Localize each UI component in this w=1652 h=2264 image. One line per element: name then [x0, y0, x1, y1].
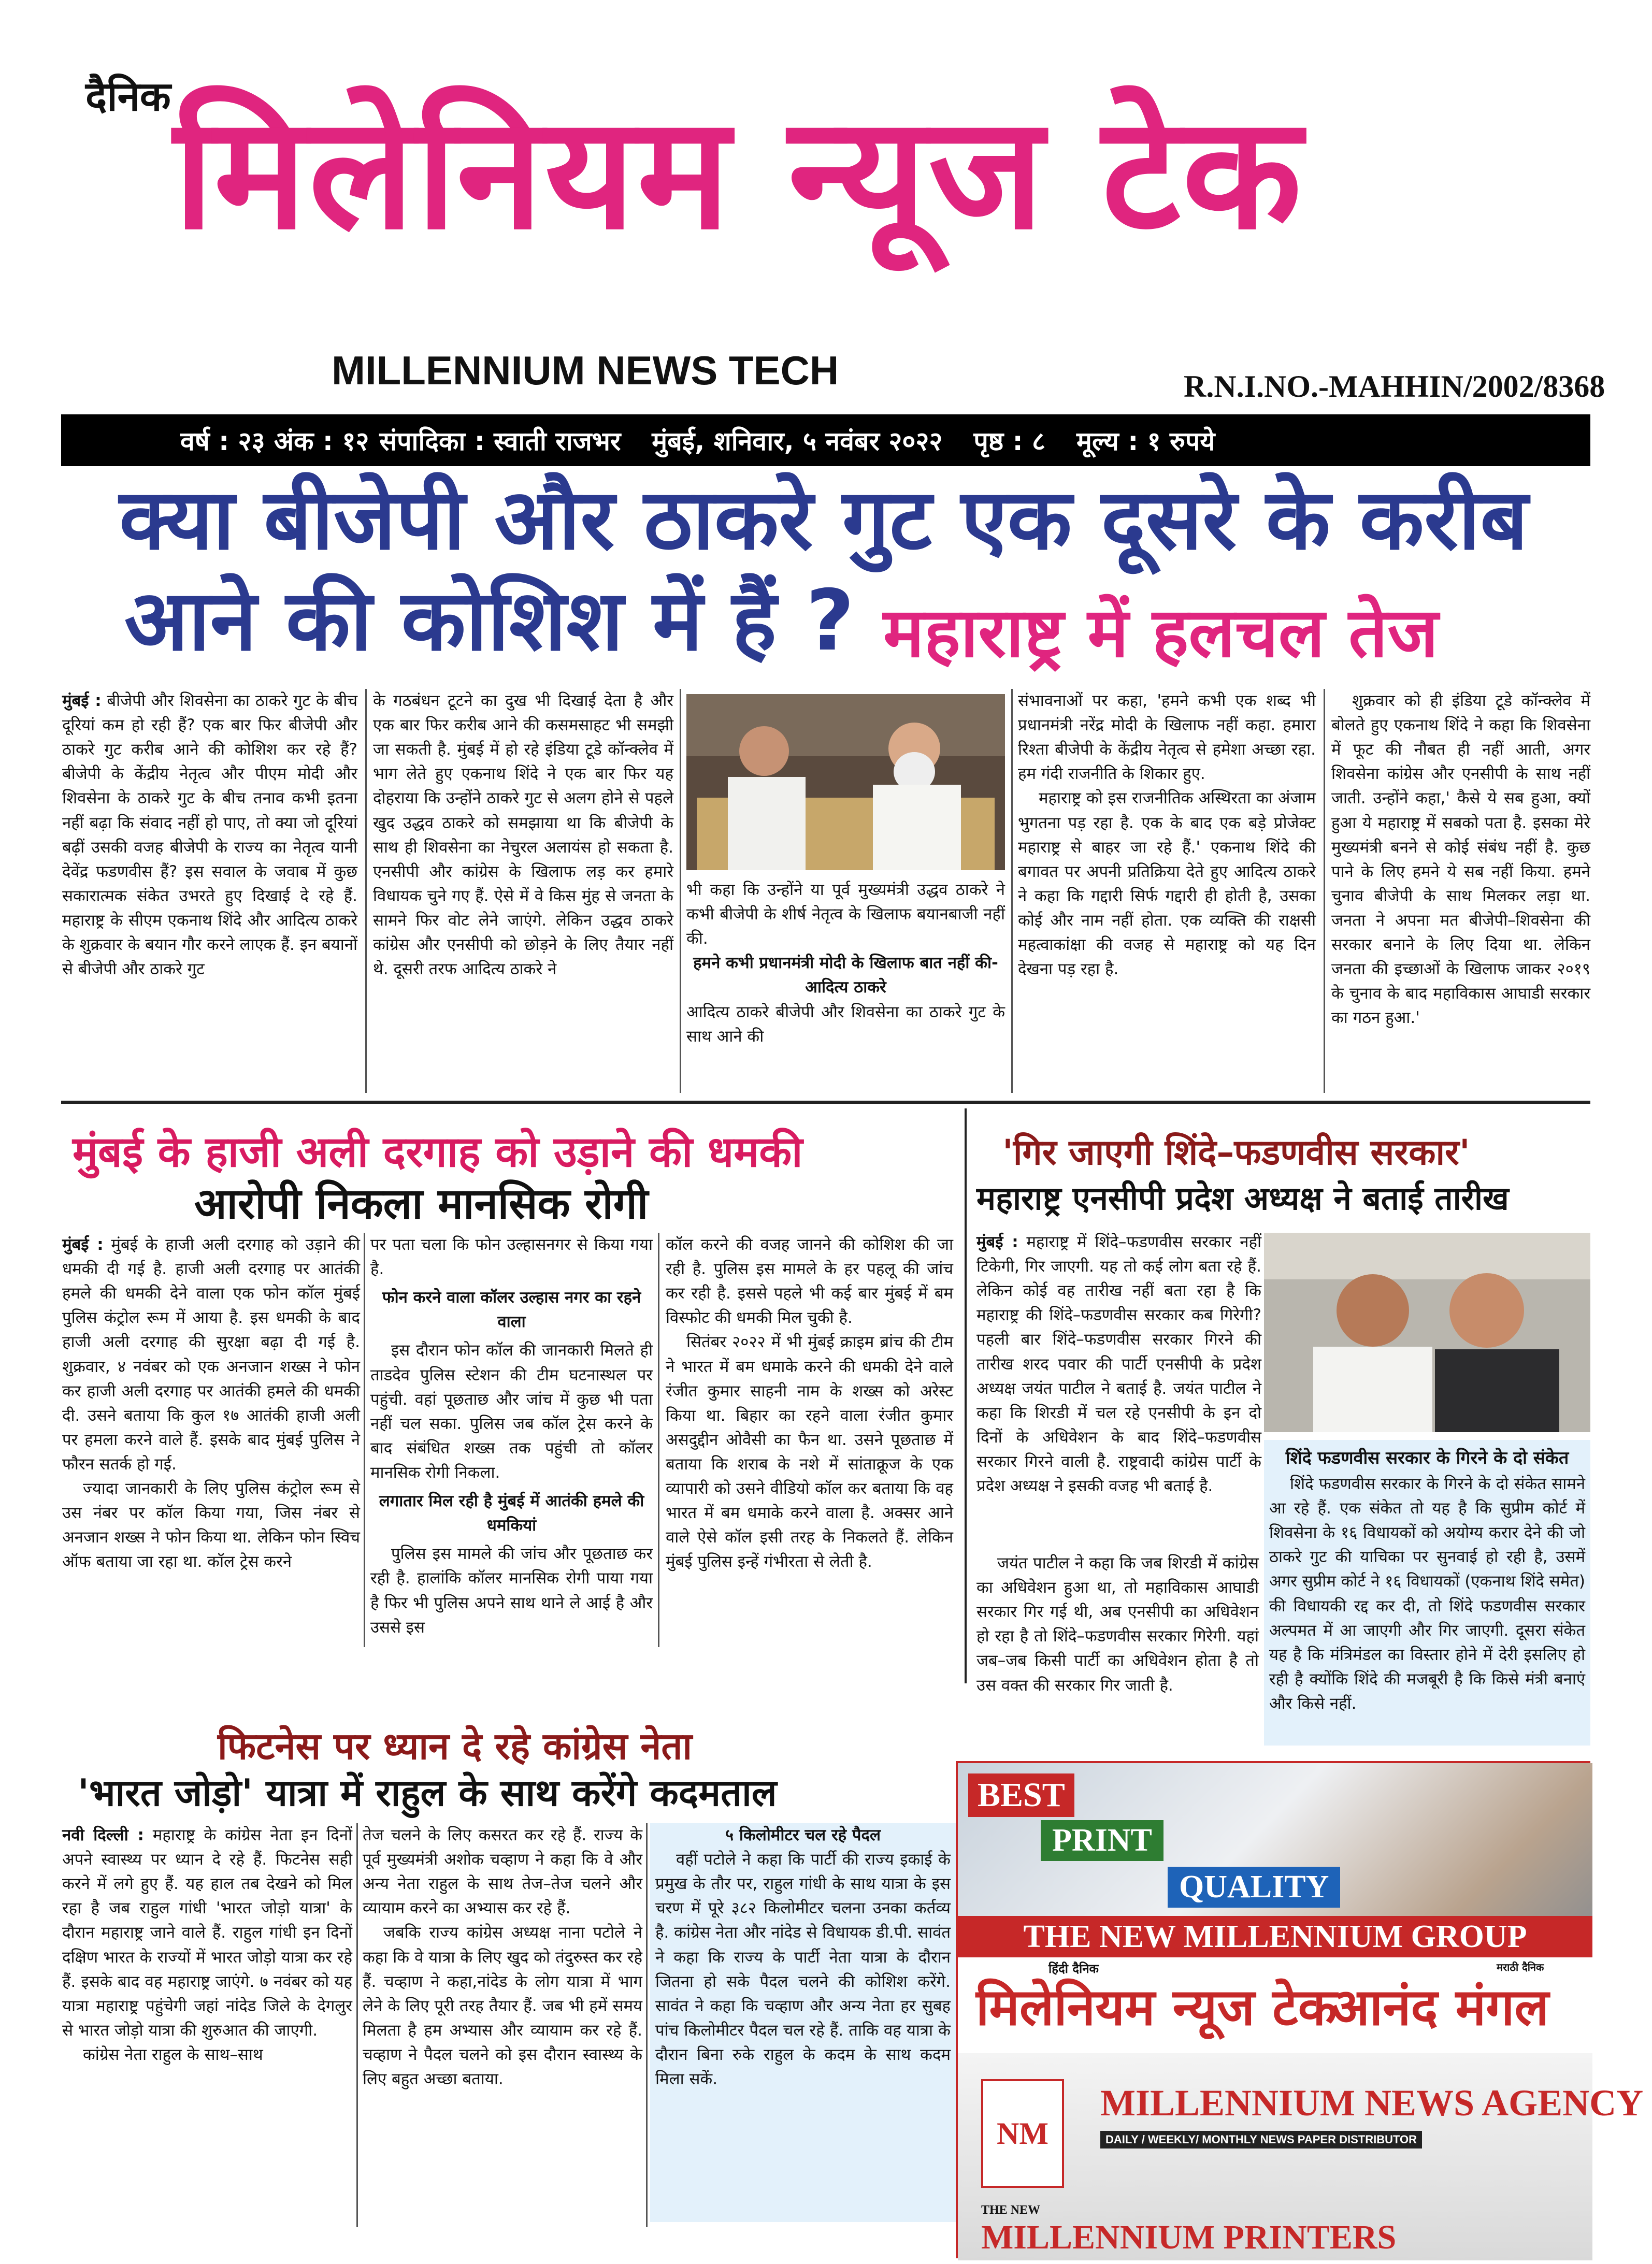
- issue-place-date: मुंबई, शनिवार, ५ नवंबर २०२२: [652, 426, 943, 456]
- masthead-daily-label: दैनिक: [85, 74, 171, 120]
- haji-column-3: [666, 1233, 953, 1647]
- lead-headline-tag: महाराष्ट्र में हलचल तेज: [883, 593, 1439, 673]
- ad-agency-tagline: DAILY / WEEKLY/ MONTHLY NEWS PAPER DISTRIBUTOR: [1100, 2131, 1422, 2148]
- dateline: मुंबई :: [62, 691, 102, 710]
- column-divider: [365, 689, 367, 1093]
- section-divider: [61, 1101, 1590, 1104]
- article-text: जबकि राज्य कांग्रेस अध्यक्ष नाना पटोले ने कहा कि वे यात्रा के लिए खुद को तंदुरुस्त कर रहे हैं. चव्हाण ने कहा,नांदेड के लोग यात्रा में भाग लेने के लिए पूरी तरह तैयार हैं. जब भी हमें समय मिलता है हम अभ्यास और व्यायाम कर रहे हैं. चव्हाण ने पैदल चलने को इस दौरान स्वास्थ्य के लिए बहुत अच्छा बताया.: [363, 1923, 642, 2089]
- ad-paper2-name: आनंद मंगल: [1331, 1978, 1549, 2037]
- fitness-subheadline: 'भारत जोड़ो' यात्रा में राहुल के साथ करेंगे कदमताल: [78, 1771, 777, 1814]
- article-text: पुलिस इस मामले की जांच और पूछताछ कर रही है. हालांकि कॉलर मानसिक रोगी पाया गया है फिर भी पुलिस अपने साथ थाने ले आई है और उससे इस: [370, 1545, 653, 1637]
- fitness-column-1: [62, 1823, 352, 2232]
- dateline: मुंबई :: [62, 1235, 104, 1254]
- ncp-column-2: जयंत पाटील ने कहा कि जब शिरडी में कांग्रेस का अधिवेशन हुआ था, तो महाविकास आघाडी सरकार गिर गई थी, अब एनसीपी का अधिवेशन हो रहा है तो शिंदे–फडणवीस सरकार गिरेगी. यहां जब–जब किसी पार्टी का अधिवेशन होता है तो उस वक्त की सरकार गिर जाती है.: [976, 1554, 1259, 1695]
- sidebar-title: शिंदे फडणवीस सरकार के गिरने के दो संकेत: [1285, 1448, 1569, 1468]
- shinde-fadnavis-photo: [1264, 1233, 1590, 1432]
- haji-column-2: [370, 1233, 653, 1647]
- dateline: मुंबई :: [976, 1233, 1018, 1251]
- haji-column-1: [62, 1233, 360, 1647]
- column-divider: [965, 1108, 967, 1683]
- ad-paper1-name: मिलेनियम न्यूज टेक: [976, 1978, 1338, 2037]
- ad-the-new-label: THE NEW: [981, 2203, 1041, 2217]
- ad-best-badge: BEST: [968, 1773, 1074, 1817]
- column-divider: [646, 1823, 648, 2227]
- lead-column-4: [1018, 689, 1316, 1093]
- article-text: ज्यादा जानकारी के लिए पुलिस कंट्रोल रूम से उस नंबर पर कॉल किया गया, जिस नंबर से अनजान शख्स ने फोन किया था. लेकिन फोन स्विच ऑफ बताया जा रहा था. कॉल ट्रेस करने: [62, 1479, 360, 1571]
- issue-pages: पृष्ठ : ८: [973, 426, 1046, 456]
- masthead-title-english: MILLENNIUM NEWS TECH: [332, 348, 839, 393]
- fitness-headline: फिटनेस पर ध्यान दे रहे कांग्रेस नेता: [218, 1724, 693, 1768]
- article-subheading: ५ किलोमीटर चल रहे पैदल: [725, 1826, 881, 1844]
- haji-headline: मुंबई के हाजी अली दरगाह को उड़ाने की धमकी: [73, 1128, 803, 1177]
- article-text: बीजेपी और शिवसेना का ठाकरे गुट के बीच दूरियां कम हो रही हैं? एक बार फिर बीजेपी और ठाकरे गुट करीब आने की कोशिश कर रहे हैं? बीजेपी के केंद्रीय नेतृत्व और पीएम मोदी और शिवसेना के ठाकरे गुट के बीच तनाव कभी इतना नहीं बढ़ा कि संवाद नहीं हो पाए, तो क्या जो दूरियां बढ़ीं उसकी वजह बीजेपी के राज्य का नेतृत्व यानी देवेंद्र फडणवीस हैं? इस सवाल के जवाब में कुछ सकारात्मक संकेत उभरते हुए दिखाई दे रहे हैं. महाराष्ट्र के सीएम एकनाथ शिंदे और आदित्य ठाकरे के शुक्रवार के बयान गौर करने लाएक हैं. इन बयानों से बीजेपी और ठाकरे गुट: [62, 691, 358, 979]
- fitness-column-2: [363, 1823, 642, 2232]
- article-text: इस दौरान फोन कॉल की जानकारी मिलते ही ताडदेव पुलिस स्टेशन की टीम घटनास्थल पर पहुंची. वहां पूछताछ और जांच में कुछ भी पता नहीं चल सका. पुलिस जब कॉल ट्रेस करने के बाद संबंधित शख्स तक पहुंची तो कॉलर मानसिक रोगी निकला.: [370, 1341, 653, 1482]
- photo-illustration: [1264, 1233, 1590, 1432]
- masthead-title: मिलेनियम न्यूज टेक: [174, 83, 1304, 264]
- issue-info-bar: [61, 414, 1590, 466]
- photo-illustration: [686, 694, 1005, 870]
- column-divider: [364, 1233, 365, 1647]
- lead-column-5: शुक्रवार को ही इंडिया टूडे कॉन्क्लेव में बोलते हुए एकनाथ शिंदे ने कहा कि शिवसेना में फूट की नौबत ही नहीं आती, अगर शिवसेना कांग्रेस और एनसीपी के साथ नहीं जाती. उन्होंने कहा,' कैसे ये सब हुआ, क्यों हुआ ये महाराष्ट्र में सबको पता है. इसका मेरे मुख्यमंत्री बनने से कोई संबंध नहीं है. कुछ पाने के लिए हमने ये सब नहीं किया. हमने चुनाव बीजेपी के साथ मिलकर लड़ा था. जनता ने अपना मत बीजेपी–शिवसेना की सरकार बनाने के लिए दिया था. लेकिन जनता की इच्छाओं के खिलाफ जाकर २०१९ के चुनाव के बाद महाविकास आघाडी सरकार का गठन हुआ.': [1331, 691, 1590, 1028]
- ad-quality-badge: QUALITY: [1168, 1867, 1340, 1908]
- haji-subheadline: आरोपी निकला मानसिक रोगी: [194, 1179, 649, 1229]
- article-text: महाराष्ट्र में शिंदे–फडणवीस सरकार नहीं टिकेगी, गिर जाएगी. यह तो कई लोग बता रहे हैं. लेकिन कोई वह तारीख नहीं बता रहा है कि महाराष्ट्र की शिंदे–फडणवीस सरकार कब गिरेगी? पहली बार शिंदे–फडणवीस सरकार गिरने की तारीख शरद पवार की पार्टी एनसीपी के प्रदेश अध्यक्ष जयंत पाटील ने बताई है. जयंत पाटील ने कहा कि शिरडी में चल रहे एनसीपी के इन दो दिनों के अधिवेशन के बाद शिंदे–फडणवीस सरकार गिरने वाली है. राष्ट्रवादी कांग्रेस पार्टी के प्रदेश अध्यक्ष ने इसकी वजह भी बताई है.: [976, 1233, 1261, 1496]
- article-text: महाराष्ट्र के कांग्रेस नेता इन दिनों अपने स्वास्थ्य पर ध्यान दे रहे हैं. फिटनेस सही करने में लगे हुए हैं. यह हाल तब देखने को मिल रहा है जब राहुल गांधी 'भारत जोड़ो यात्रा' के दौरान महाराष्ट्र जाने वाले हैं. राहुल गांधी इन दिनों दक्षिण भारत के राज्यों में भारत जोड़ो यात्रा कर रहे हैं. इसके बाद वह महाराष्ट्र जाएंगे. ७ नवंबर को यह यात्रा महाराष्ट्र पहुंचेगी जहां नांदेड जिले के देगलुर से भारत जोड़ो यात्रा की शुरुआत की जाएगी.: [62, 1826, 352, 2040]
- column-divider: [356, 1823, 358, 2227]
- column-divider: [658, 1233, 659, 1647]
- fitness-column-3: [650, 1823, 956, 2222]
- issue-editor: संपादिका : स्वाती राजभर: [379, 426, 621, 456]
- ad-print-badge: PRINT: [1041, 1820, 1163, 1861]
- article-subheading: लगातार मिल रही है मुंबई में आतंकी हमले की धमकियां: [379, 1492, 644, 1535]
- modi-aaditya-photo: [686, 694, 1005, 870]
- lead-headline-line1: क्या बीजेपी और ठाकरे गुट एक दूसरे के करीब: [119, 471, 1528, 569]
- article-text: पर पता चला कि फोन उल्हासनगर से किया गया है.: [370, 1235, 653, 1279]
- ad-agency-name: MILLENNIUM NEWS AGENCY: [1100, 2082, 1644, 2124]
- ad-papers-panel: [958, 1957, 1592, 2066]
- lead-column-2: के गठबंधन टूटने का दुख भी दिखाई देता है और एक बार फिर करीब आने की कसमसाहट भी समझी जा सकती है. मुंबई में हो रहे इंडिया टूडे कॉन्क्लेव में भाग लेते हुए एकनाथ शिंदे ने एक बार फिर यह दोहराया कि उन्होंने ठाकरे गुट से अलग होने से पहले खुद उद्धव ठाकरे को समझाया था कि बीजेपी के साथ ही शिवसेना का नेचुरल अलायंस हो सकता है. एनसीपी और कांग्रेस के खिलाफ लड़ कर हमारे विधायक चुने गए हैं. ऐसे में वे किस मुंह से जनता के सामने फिर वोट लेने जाएंगे. लेकिन उद्धव ठाकरे कांग्रेस और एनसीपी को छोड़ने के लिए तैयार नहीं थे. दूसरी तरफ आदित्य ठाकरे ने: [373, 691, 673, 979]
- ncp-subheadline: महाराष्ट्र एनसीपी प्रदेश अध्यक्ष ने बताई तारीख: [976, 1179, 1509, 1217]
- ad-hindi-daily-label: हिंदी दैनिक: [1048, 1962, 1099, 1976]
- dateline: नवी दिल्ली :: [62, 1826, 144, 1844]
- article-text: महाराष्ट्र को इस राजनीतिक अस्थिरता का अंजाम भुगतना पड़ रहा है. एक के बाद एक बड़े प्रोजेक्ट महाराष्ट्र से बाहर जा रहे हैं.' एकनाथ शिंदे की बगावत पर अपनी प्रतिक्रिया देते हुए आदित्य ठाकरे ने कहा कि गद्दारी सिर्फ गद्दारी ही होती है, उसका कोई और नाम नहीं होता. एक व्यक्ति की राक्षसी महत्वाकांक्षा की वजह से महाराष्ट्र को यह दिन देखना पड़ रहा है.: [1018, 789, 1316, 979]
- article-text: भी कहा कि उन्होंने या पूर्व मुख्यमंत्री उद्धव ठाकरे ने कभी बीजेपी के शीर्ष नेतृत्व के खिलाफ बयानबाजी नहीं की.: [686, 881, 1005, 948]
- ncp-headline: 'गिर जाएगी शिंदे–फडणवीस सरकार': [1002, 1132, 1470, 1173]
- lead-column-3: [686, 878, 1005, 1095]
- ncp-column-1: [976, 1230, 1261, 1496]
- ad-group-name: THE NEW MILLENNIUM GROUP: [958, 1916, 1592, 1957]
- column-divider: [1324, 689, 1325, 1093]
- lead-headline-line2: आने की कोशिश में हैं ?: [124, 572, 855, 670]
- sidebar-text: शिंदे फडणवीस सरकार के गिरने के दो संकेत सामने आ रहे हैं. एक संकेत तो यह है कि सुप्रीम कोर्ट में शिवसेना के १६ विधायकों को अयोग्य करार देने की जो ठाकरे गुट की याचिका पर सुनवाई हो रही है, उसमें अगर सुप्रीम कोर्ट ने १६ विधायकों (एकनाथ शिंदे समेत) की विधायकी रद्द कर दी, तो शिंदे फडणवीस सरकार अल्पमत में आ जाएगी और गिर जाएगी. दूसरा संकेत यह है कि मंत्रिमंडल का विस्तार होने में देरी इसलिए हो रही है क्योंकि शिंदे की मजबूरी है कि किसे मंत्री बनाएं और किसे नहीं.: [1269, 1475, 1585, 1713]
- article-text: तेज चलने के लिए कसरत कर रहे हैं. राज्य के पूर्व मुख्यमंत्री अशोक चव्हाण ने कहा कि वे और अन्य नेता राहुल के साथ तेज–तेज चलने और व्यायाम करने का अभ्यास कर रहे हैं.: [363, 1826, 642, 1918]
- article-text: वहीं पटोले ने कहा कि पार्टी की राज्य इकाई के प्रमुख के तौर पर, राहुल गांधी के साथ यात्रा के इस चरण में पूरे ३८२ किलोमीटर चलना उनका कर्तव्य है. कांग्रेस नेता और नांदेड से विधायक डी.पी. सावंत ने कहा कि राज्य के पार्टी नेता यात्रा के दौरान जितना हो सके पैदल चलने की कोशिश करेंगे. सावंत ने कहा कि चव्हाण और अन्य नेता हर सुबह पांच किलोमीटर पैदल चल रहे हैं. ताकि वह यात्रा के दौरान बिना रुके राहुल के कदम के साथ कदम मिला सकें.: [655, 1850, 951, 2089]
- lead-column-1: [62, 689, 357, 1093]
- article-text: मुंबई के हाजी अली दरगाह को उड़ाने की धमकी दी गई है. हाजी अली दरगाह पर आतंकी हमले की धमकी देने वाला एक फोन कॉल मुंबई पुलिस कंट्रोल रूम में आया है. इस धमकी के बाद हाजी अली दरगाह की सुरक्षा बढ़ा दी गई है. शुक्रवार, ४ नवंबर को एक अनजान शख्स ने फोन कर हाजी अली दरगाह पर आतंकी हमले की धमकी दी. उसने बताया कि कुल १७ आतंकी हाजी अली पर हमला करने वाले हैं. इसके बाद मुंबई पुलिस ने फौरन सतर्क हो गई.: [62, 1235, 361, 1474]
- article-text: कॉल करने की वजह जानने की कोशिश की जा रही है. पुलिस इस मामले के हर पहलू की जांच कर रही है. इससे पहले भी कई बार मुंबई में बम विस्फोट की धमकी मिल चुकी है.: [666, 1235, 953, 1328]
- article-text: कांग्रेस नेता राहुल के साथ–साथ: [83, 2045, 263, 2064]
- column-divider: [1011, 689, 1013, 1093]
- article-text: सितंबर २०२२ में भी मुंबई क्राइम ब्रांच की टीम ने भारत में बम धमाके करने की धमकी देने वाले रंजीत कुमार साहनी नाम के शख्स को अरेस्ट किया था. बिहार का रहने वाला रंजीत कुमार असदुद्दीन ओवैसी का फैन था. उसने पूछताछ में बताया कि शराब के नशे में सांताक्रूज के एक व्यापारी को उसने वीडियो कॉल कर बताया कि वह भारत में बम धमाके करने वाला है. अक्सर आने वाले ऐसे कॉल इसी तरह के निकलते हैं. लेकिन मुंबई पुलिस इन्हें गंभीरता से लेती है.: [666, 1333, 953, 1571]
- ad-logo: NM: [981, 2079, 1064, 2188]
- issue-volume: वर्ष : २३ अंक : १२: [180, 426, 369, 456]
- millennium-group-ad: [956, 1761, 1644, 2258]
- article-subheading: हमने कभी प्रधानमंत्री मोदी के खिलाफ बात नहीं की- आदित्य ठाकरे: [693, 954, 998, 997]
- article-text: आदित्य ठाकरे बीजेपी और शिवसेना का ठाकरे गुट के साथ आने की: [686, 1002, 1005, 1046]
- article-subheading: फोन करने वाला कॉलर उल्हास नगर का रहने वाला: [382, 1288, 641, 1332]
- column-divider: [680, 689, 681, 1093]
- issue-price: मूल्य : १ रुपये: [1076, 426, 1215, 456]
- article-text: संभावनाओं पर कहा, 'हमने कभी एक शब्द भी प्रधानमंत्री नरेंद्र मोदी के खिलाफ नहीं कहा. हमारा रिश्ता बीजेपी के केंद्रीय नेतृत्व से हमेशा अच्छा रहा. हम गंदी राजनीति के शिकार हुए.: [1018, 691, 1316, 784]
- ad-printers-name: MILLENNIUM PRINTERS: [981, 2218, 1397, 2256]
- rni-number: R.N.I.NO.-MAHHIN/2002/8368: [1184, 369, 1605, 403]
- ad-marathi-daily-label: मराठी दैनिक: [1497, 1961, 1544, 1973]
- ncp-sidebar-box: [1264, 1440, 1590, 1746]
